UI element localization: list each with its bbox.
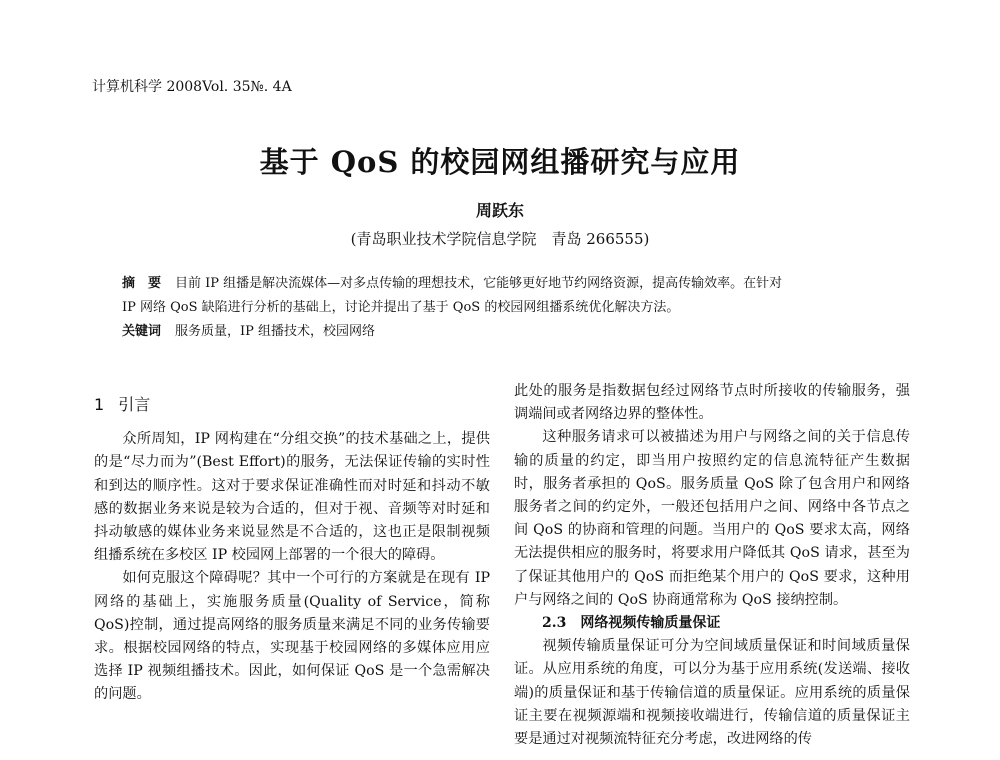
section-1-number: 1: [94, 395, 105, 414]
right-paragraph-2: 这种服务请求可以被描述为用户与网络之间的关于信息传输的质量的约定，即当用户按照约定的信息流特征产生数据时，服务者承担的 QoS。服务质量 QoS 除了包含用户和网络服务者之间的约定外，一般还包括用户之间、网络中各节点之间 QoS 的协商和管理的问题。当用户的 QoS 要求太高，网络无法提供相应的服务时，将要求用户降低其 QoS 请求，甚至为了保证其他用户的 QoS 而拒绝某个用户的 QoS 要求，这种用户与网络之间的 QoS 协商通常称为 QoS 接纳控制。: [514, 429, 910, 608]
journal-header: 计算机科学 2008Vol. 35№. 4A: [92, 79, 292, 95]
abstract-line-1: [122, 272, 892, 296]
paper-title: 基于 QoS 的校园网组播研究与应用: [259, 145, 741, 179]
author-affiliation: (青岛职业技术学院信息学院 青岛 266555): [350, 230, 650, 248]
keywords-line: [122, 320, 892, 344]
abstract-block: [122, 272, 892, 344]
intro-paragraph-2: 如何克服这个障碍呢？其中一个可行的方案就是在现有 IP 网络的基础上，实施服务质量(Quality of Service，简称 QoS)控制，通过提高网络的服务质量来满足不同的业务传输要求。根据校园网络的特点，实现基于校园网络的多媒体应用应选择 IP 视频组播技术。因此，如何保证 QoS 是一个急需解决的问题。: [94, 570, 490, 703]
author-name: 周跃东: [475, 201, 524, 220]
section-2-3-title: 网络视频传输质量保证: [580, 615, 721, 632]
right-column: [514, 380, 910, 751]
intro-paragraph-1: 众所周知，IP 网构建在“分组交换”的技术基础之上，提供的是“尽力而为”(Best Effort)的服务，无法保证传输的实时性和到达的顺序性。这对于要求保证准确性而对时延和抖动不敏感的数据业务来说是较为合适的，但对于视、音频等对时延和抖动敏感的媒体业务来说显然是不合适的，这也正是限制视频组播系统在多校区 IP 校园网上部署的一个很大的障碍。: [94, 431, 490, 564]
keywords-text: 服务质量，IP 组播技术，校园网络: [175, 324, 376, 339]
abstract-line-2: IP 网络 QoS 缺陷进行分析的基础上，讨论并提出了基于 QoS 的校园网组播系统优化解决方法。: [122, 300, 680, 315]
section-2-3-heading: [514, 612, 910, 635]
right-paragraph-1: 此处的服务是指数据包经过网络节点时所接收的传输服务，强调端间或者网络边界的整体性。: [514, 383, 910, 423]
right-paragraph-3: 视频传输质量保证可分为空间域质量保证和时间域质量保证。从应用系统的角度，可以分为基于应用系统(发送端、接收端)的质量保证和基于传输信道的质量保证。应用系统的质量保证主要在视频源端和视频接收端进行，传输信道的质量保证主要是通过对视频流特征充分考虑，改进网络的传: [514, 638, 910, 748]
abstract-text-1: 目前 IP 组播是解决流媒体—对多点传输的理想技术，它能够更好地节约网络资源，提高传输效率。在针对: [175, 276, 783, 291]
left-column: [94, 383, 490, 707]
section-1-title: 引言: [118, 395, 151, 414]
keywords-label: 关键词: [122, 324, 162, 339]
abstract-label: 摘 要: [122, 276, 162, 291]
section-2-3-number: 2.3: [542, 615, 567, 632]
section-1-heading: [94, 393, 490, 416]
